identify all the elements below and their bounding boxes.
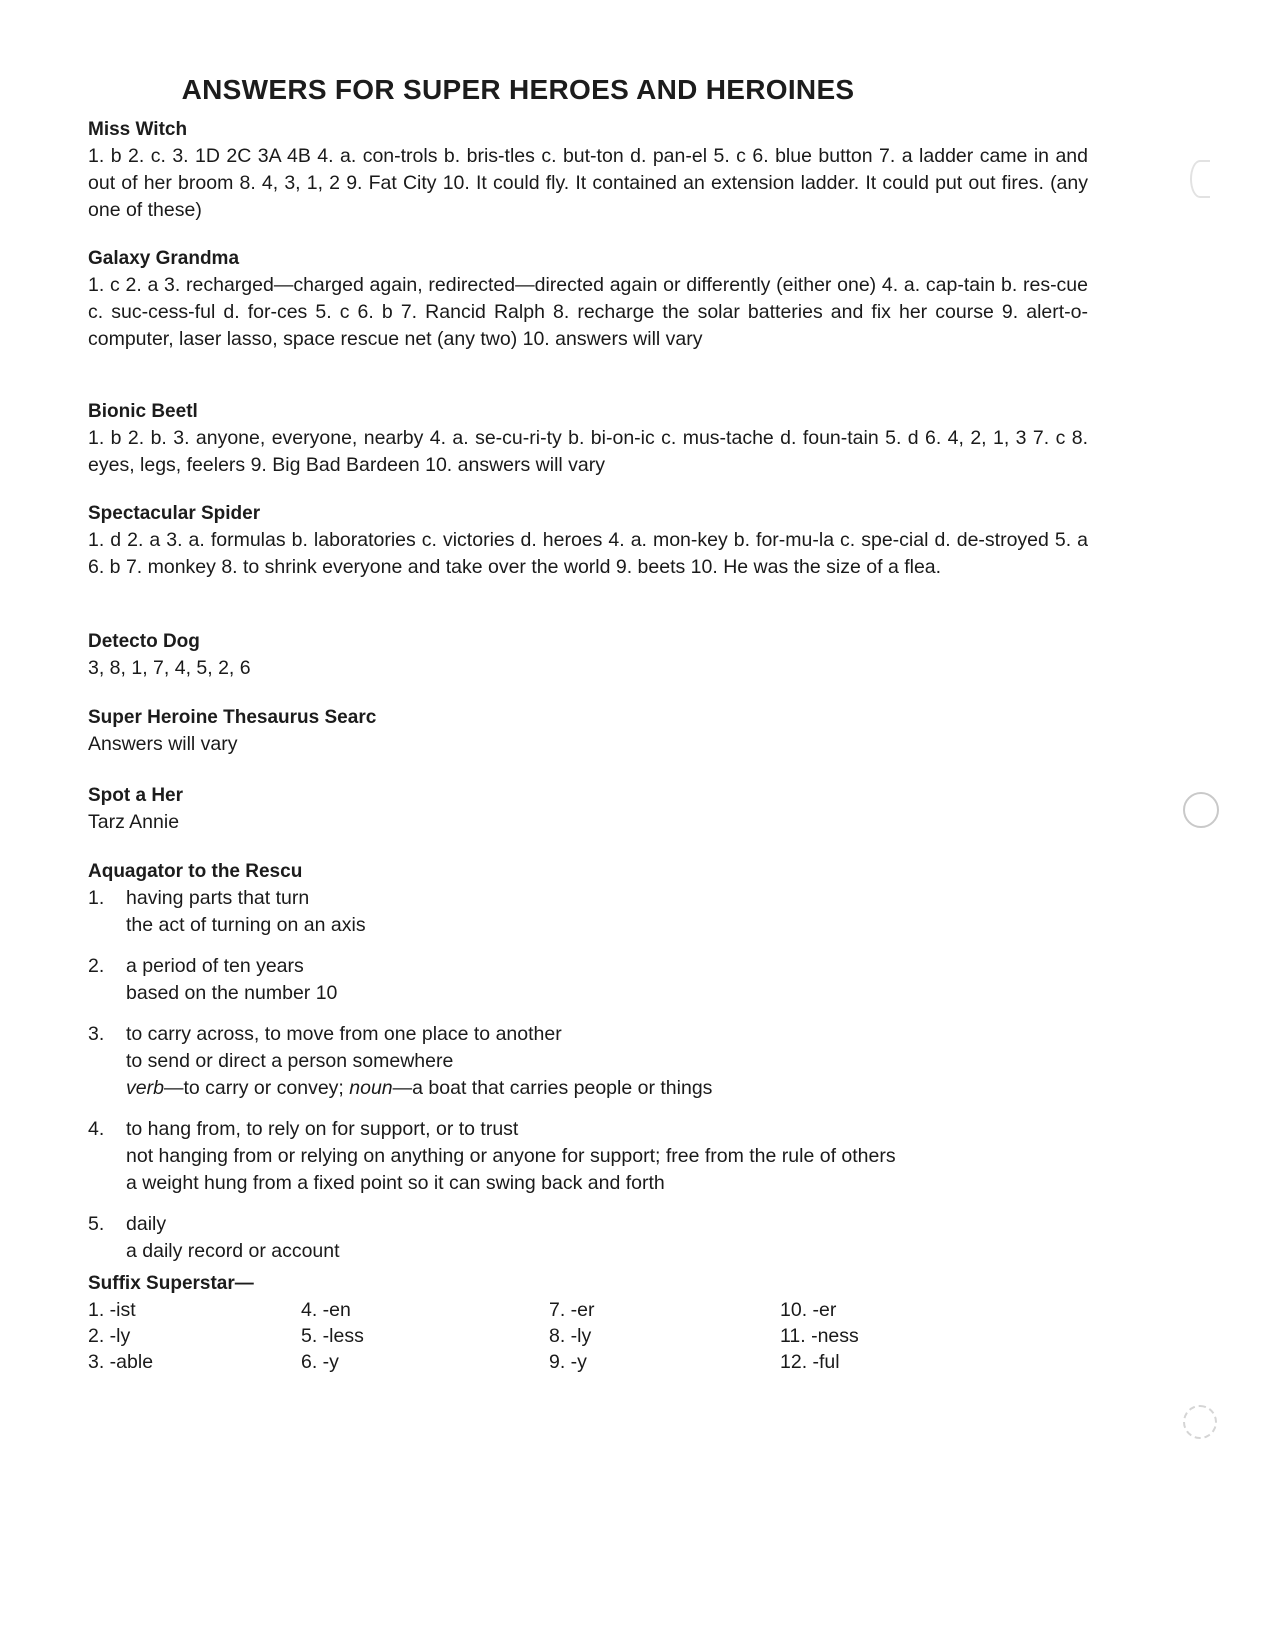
list-item	[88, 1116, 1088, 1197]
section-heading: Aquagator to the Rescu	[88, 861, 303, 882]
item-line: to carry across, to move from one place to another	[126, 1023, 562, 1045]
suffix-answer: 4. -en	[301, 1299, 351, 1321]
page-title: ANSWERS FOR SUPER HEROES AND HEROINES	[181, 74, 855, 105]
aquagator-list	[88, 885, 1088, 1265]
suffix-column	[88, 1297, 301, 1375]
item-line: the act of turning on an axis	[126, 914, 366, 936]
section-answers: 1. d 2. a 3. a. formulas b. laboratories c. victories d. heroes 4. a. mon-key b. for-mu-la c. spe-cial d. de-stroyed 5. a 6. b 7. monkey 8. to shrink everyone and take over the world 9. beets 10. He was the size of a flea.	[88, 529, 1088, 578]
item-line: a daily record or account	[126, 1240, 340, 1262]
section-heading: Miss Witch	[88, 119, 188, 140]
section-detecto-dog	[88, 628, 1088, 682]
section-thesaurus-search	[88, 704, 1088, 758]
item-line: based on the number 10	[126, 982, 338, 1004]
item-number: 1.	[88, 887, 105, 909]
verb-definition: —to carry or convey;	[163, 1077, 350, 1099]
item-line: to send or direct a person somewhere	[126, 1050, 454, 1072]
suffix-answer: 3. -able	[88, 1351, 154, 1373]
suffix-answer: 8. -ly	[549, 1325, 592, 1347]
item-number: 3.	[88, 1023, 105, 1045]
suffix-answer: 11. -ness	[780, 1325, 859, 1347]
section-answers: Answers will vary	[88, 733, 238, 755]
item-line: to hang from, to rely on for support, or to trust	[126, 1118, 519, 1140]
item-number: 4.	[88, 1118, 105, 1140]
section-suffix-superstar	[88, 1270, 1088, 1375]
section-heading: Galaxy Grandma	[88, 248, 240, 269]
list-item	[88, 885, 1088, 939]
suffix-column	[301, 1297, 549, 1375]
item-line: not hanging from or relying on anything or anyone for support; free from the rule of others	[126, 1145, 896, 1167]
item-number: 2.	[88, 955, 105, 977]
binder-hole-mark	[1183, 792, 1219, 828]
section-spot-a-her	[88, 782, 1088, 836]
item-line: a period of ten years	[126, 955, 304, 977]
section-heading: Detecto Dog	[88, 631, 200, 652]
suffix-grid	[88, 1297, 1088, 1375]
section-answers: 1. b 2. b. 3. anyone, everyone, nearby 4. a. se-cu-ri-ty b. bi-on-ic c. mus-tache d. foun-tain 5. d 6. 4, 2, 1, 3 7. c 8. eyes, legs, feelers 9. Big Bad Bardeen 10. answers will vary	[88, 427, 1088, 476]
suffix-answer: 1. -ist	[88, 1299, 136, 1321]
section-miss-witch	[88, 116, 1088, 224]
suffix-answer: 6. -y	[301, 1351, 339, 1373]
noun-definition: —a boat that carries people or things	[392, 1077, 713, 1099]
suffix-answer: 2. -ly	[88, 1325, 131, 1347]
section-spectacular-spider	[88, 500, 1088, 581]
section-answers: 1. c 2. a 3. recharged—charged again, redirected—directed again or differently (either one) 4. a. cap-tain b. res-cue c. suc-cess-ful d. for-ces 5. c 6. b 7. Rancid Ralph 8. recharge the solar batteries and fix her course 9. alert-o-computer, laser lasso, space rescue net (any two) 10. answers will vary	[88, 274, 1088, 350]
list-item	[88, 1021, 1088, 1102]
list-item	[88, 1211, 1088, 1265]
section-heading: Spot a Her	[88, 785, 184, 806]
section-bionic-beetl	[88, 398, 1088, 479]
suffix-answer: 10. -er	[780, 1299, 837, 1321]
section-heading: Suffix Superstar—	[88, 1273, 254, 1294]
suffix-answer: 12. -ful	[780, 1351, 840, 1373]
section-heading: Spectacular Spider	[88, 503, 261, 524]
binder-hole-mark	[1190, 160, 1210, 198]
binder-hole-mark	[1183, 1405, 1217, 1439]
item-line: daily	[126, 1213, 167, 1235]
suffix-answer: 5. -less	[301, 1325, 364, 1347]
list-item	[88, 953, 1088, 1007]
section-aquagator	[88, 858, 1088, 1279]
suffix-column	[549, 1297, 780, 1375]
section-heading: Bionic Beetl	[88, 401, 198, 422]
item-line: a weight hung from a fixed point so it can swing back and forth	[126, 1172, 665, 1194]
section-answers: 3, 8, 1, 7, 4, 5, 2, 6	[88, 657, 251, 679]
pos-verb: verb	[126, 1077, 164, 1099]
suffix-answer: 9. -y	[549, 1351, 587, 1373]
section-galaxy-grandma	[88, 245, 1088, 353]
section-answers: 1. b 2. c. 3. 1D 2C 3A 4B 4. a. con-trols b. bris-tles c. but-ton d. pan-el 5. c 6. blue button 7. a ladder came in and out of her broom 8. 4, 3, 1, 2 9. Fat City 10. It could fly. It contained an extension ladder. It could put out fires. (any one of these)	[88, 145, 1088, 221]
suffix-answer: 7. -er	[549, 1299, 595, 1321]
item-line-parts-of-speech	[126, 1075, 1088, 1102]
section-answers: Tarz Annie	[88, 811, 180, 833]
pos-noun: noun	[349, 1077, 393, 1099]
item-number: 5.	[88, 1213, 105, 1235]
suffix-column	[780, 1297, 980, 1375]
section-heading: Super Heroine Thesaurus Searc	[88, 707, 377, 728]
item-line: having parts that turn	[126, 887, 310, 909]
